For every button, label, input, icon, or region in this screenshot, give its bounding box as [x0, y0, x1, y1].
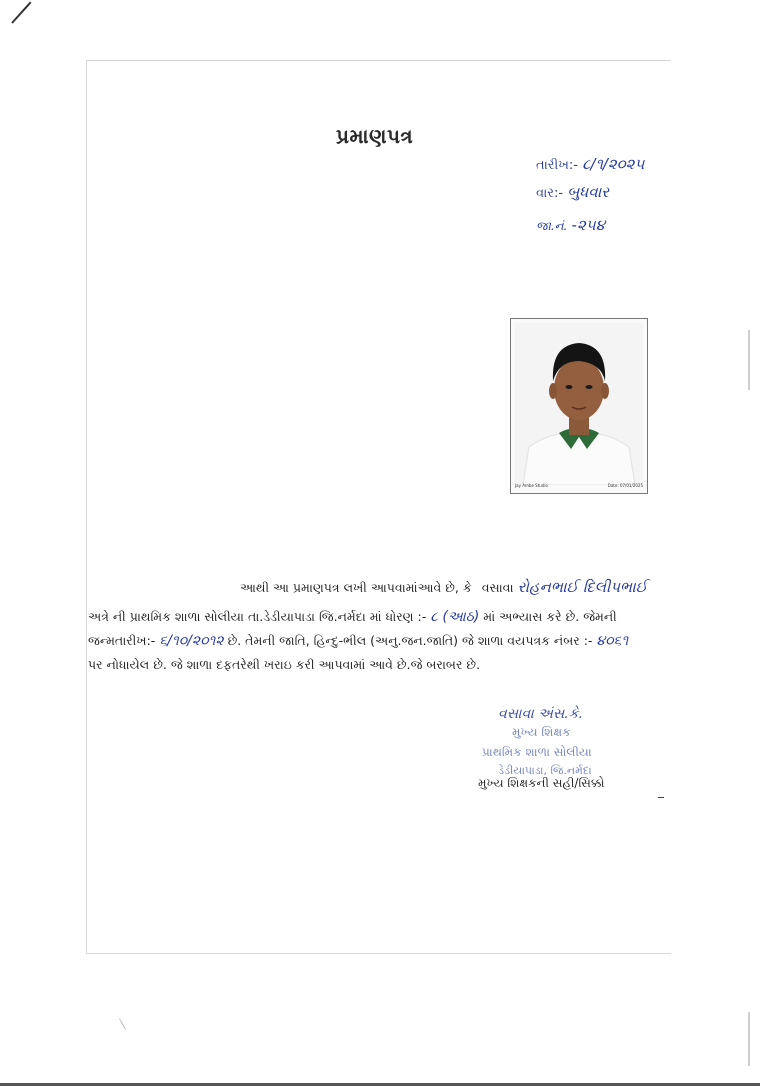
- stamp-school: પ્રાથમિક શાળા સોલીયા: [482, 745, 592, 759]
- outward-row: [536, 216, 605, 234]
- stray-mark: [658, 797, 664, 798]
- studio-name: Jay Ambe Studio: [515, 483, 548, 488]
- date-label: તારીખ:-: [536, 158, 578, 173]
- date-value: ૮/૧/૨૦૨૫: [582, 155, 645, 173]
- register-number: ૪૦૬૧: [596, 633, 629, 649]
- photo-date: Date: 07/01/2025: [607, 483, 643, 488]
- body-line-2: [88, 609, 617, 625]
- body-line-4: [88, 657, 480, 673]
- verification-text: પર નોધાયેલ છે. જે શાળા દફતરેથી ખરાઇ કરી આપવામાં આવે છે.જે બરાબર છે.: [88, 657, 481, 672]
- outward-label: જા.નં.: [536, 219, 568, 233]
- day-value: બુધવાર: [567, 183, 610, 201]
- body-line-3: [88, 633, 628, 649]
- intro-text: આથી આ પ્રમાણપત્ર લખી આપવામાંઆવે છે, કે: [240, 580, 472, 595]
- standard-value: ૮ (આઠ): [430, 609, 480, 625]
- day-label: વાર:-: [536, 186, 564, 201]
- dob-value: ૬/૧૦/૨૦૧૨: [159, 633, 224, 649]
- stray-mark: [119, 1019, 126, 1030]
- day-row: [536, 183, 609, 201]
- stamp-designation: મુખ્ય શિક્ષક: [512, 725, 571, 739]
- caste-text: છે. તેમની જાતિ, હિન્દુ-ભીલ (અનુ.જન.જાતિ) જે શાળા વયપત્રક નંબર :-: [227, 633, 593, 648]
- study-text: માં અભ્યાસ કરે છે. જેમની: [483, 609, 617, 624]
- portrait-illustration: [515, 323, 643, 485]
- student-photo: [510, 318, 648, 494]
- certificate-title: પ્રમાણપત્ર: [336, 124, 414, 148]
- date-row: [536, 155, 644, 173]
- portrait-image: [515, 323, 643, 485]
- dob-label: જન્મતારીખ:-: [88, 633, 156, 648]
- student-name: રોહનભાઈ દિલીપભાઈ: [517, 578, 648, 596]
- stamp-location: ડેડીયાપાડા, જિ.નર્મદા: [498, 764, 592, 777]
- outward-value: -૨૫૪: [571, 216, 605, 234]
- signature-label: મુખ્ય શિક્ષકની સહી/સિક્કો: [478, 776, 605, 790]
- handwritten-signature: વસાવા અંસ.કે.: [498, 706, 583, 722]
- page-edge-mark: [748, 1012, 750, 1066]
- scan-mark: [11, 2, 31, 24]
- photo-caption: [515, 483, 643, 491]
- page-edge-mark: [748, 330, 750, 390]
- body-line-1: [240, 578, 647, 596]
- surname-prefix: વસાવા: [481, 580, 514, 595]
- school-text: અત્રે ની પ્રાથમિક શાળા સોલીયા તા.ડેડીયાપાડા જિ.નર્મદા માં ધોરણ :-: [88, 609, 427, 624]
